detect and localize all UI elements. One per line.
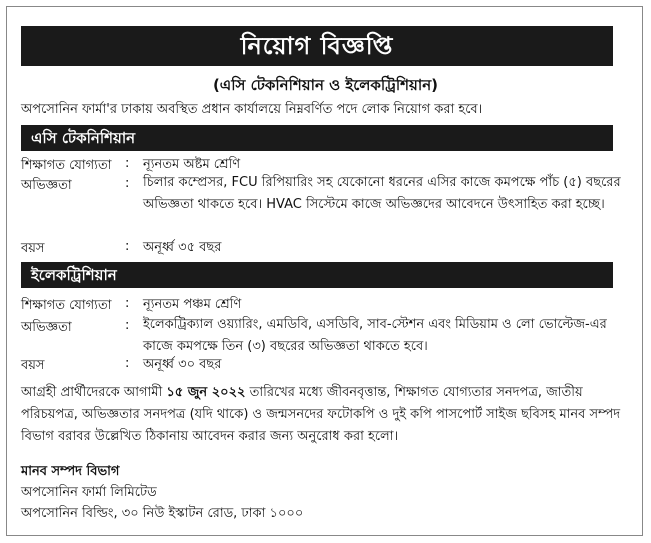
colon: : [125,239,130,254]
education-label: শিক্ষাগত যোগ্যতা [21,298,112,313]
section-ac-technician [21,125,613,151]
age-label: বয়স [21,358,45,373]
colon: : [125,296,130,311]
age-label: বয়স [21,241,45,256]
section-heading: ইলেকট্রিশিয়ান [21,262,127,288]
deadline-date: ১৫ জুন ২০২২ [166,385,246,400]
education-label: শিক্ষাগত যোগ্যতা [21,158,112,173]
instructions-text: আগ্রহী প্রার্থীদেরকে আগামী [21,385,167,400]
age-value: অনূর্ধ্ব ৩০ বছর [143,357,222,372]
section-electrician [21,262,613,288]
colon: : [125,356,130,371]
footer-address: অপসোনিন বিল্ডিং, ৩০ নিউ ইস্কাটন রোড, ঢাকা ১০০০ [21,506,304,521]
colon: : [125,318,130,333]
colon: : [125,176,130,191]
age-value: অনূর্ধ্ব ৩৫ বছর [143,240,222,255]
footer-department: মানব সম্পদ বিভাগ [21,464,120,479]
experience-label: অভিজ্ঞতা [21,178,72,193]
instructions-text: তারিখের মধ্যে জীবনবৃত্তান্ত, শিক্ষাগত যোগ্যতার সনদপত্র, জাতীয় পরিচয়পত্র, অভিজ্ঞতার সনদপত্র (যদি থাকে) ও জন্মসনদের ফটোকপি ও দুই কপি পাসপোর্ট সাইজ ছবিসহ মানব সম্পদ বিভাগ বরাবর উল্লেখিত ঠিকানায় আবেদন করার জন্য অনুরোধ করা হলো। [21,385,621,444]
footer-company: অপসোনিন ফার্মা লিমিটেড [21,485,157,500]
colon: : [125,156,130,171]
application-instructions [21,382,621,448]
notice-subtitle: (এসি টেকনিশিয়ান ও ইলেকট্রিশিয়ান) [212,76,439,94]
experience-value: চিলার কম্প্রেসর, FCU রিপিয়ারিং সহ যেকোনো ধরনের এসির কাজে কমপক্ষে পাঁচ (৫) বছরের অভিজ্ঞতা থাকতে হবে। HVAC সিস্টেমে কাজে অভিজ্ঞদের আবেদনে উৎসাহিত করা হচ্ছে। [143,175,621,212]
education-value: ন্যূনতম পঞ্চম শ্রেণি [143,297,242,312]
notice-title: নিয়োগ বিজ্ঞপ্তি [21,26,613,66]
intro-text: অপসোনিন ফার্মা'র ঢাকায় অবস্থিত প্রধান কার্যালয়ে নিম্নবর্ণিত পদে লোক নিয়োগ করা হবে। [21,102,483,117]
education-value: ন্যূনতম অষ্টম শ্রেণি [143,157,241,172]
experience-label: অভিজ্ঞতা [21,320,72,335]
section-heading: এসি টেকনিশিয়ান [21,125,145,151]
experience-value: ইলেকট্রিক্যাল ওয়্যারিং, এমডিবি, এসডিবি, সাব-স্টেশন এবং মিডিয়াম ও লো ভোল্টেজ-এর কাজে কমপক্ষে তিন (৩) বছরের অভিজ্ঞতা থাকতে হবে। [143,317,607,354]
